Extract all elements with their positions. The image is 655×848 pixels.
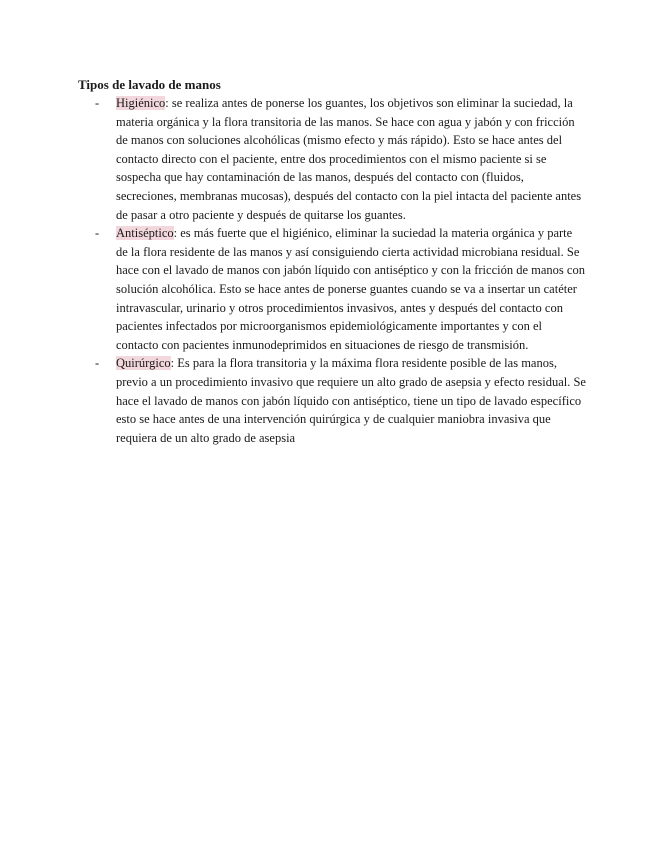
bullet-dash: - [95,356,100,371]
highlighted-term: Quirúrgico [116,356,171,371]
item-text: : Es para la flora transitoria y la máxima flora residente posible de las manos, previo a un procedimiento invasivo que requiere un alto grado de asepsia y efecto residual. Se hace el lavado de manos con jabón líquido con antiséptico, tiene un tipo de lavado específico esto se hace antes de una intervención quirúrgica y de cualquier maniobra invasiva que requiera de un alto grado de asepsia [116,356,586,445]
item-text: : es más fuerte que el higiénico, eliminar la suciedad la materia orgánica y parte de la flora residente de las manos y así consiguiendo cierta actividad microbiana residual. Se hace con el lavado de manos con jabón líquido con antiséptico y con la fricción de manos con solución alcohólica. Esto se hace antes de ponerse guantes cuando se va a insertar un catéter intravascular, urinario y otros procedimientos invasivos, antes y después del contacto con pacientes infectados por microorganismos epidemiológicamente importantes y con el contacto con pacientes inmunodeprimidos en situaciones de riesgo de transmisión. [116,226,585,352]
highlighted-term: Higiénico [116,96,166,110]
item-paragraph [116,354,586,447]
list-item-higienico [95,94,586,224]
document-title: Tipos de lavado de manos [78,77,221,92]
highlighted-term: Antiséptico [116,226,174,241]
item-text: : se realiza antes de ponerse los guantes, los objetivos son eliminar la suciedad, la materia orgánica y la flora transitoria de las manos. Se hace con agua y jabón y con fricción de manos con soluciones alcohólicas (mismo efecto y más rápido). Esto se hace antes del contacto directo con el paciente, entre dos procedimientos con el mismo paciente si se sospecha que hay contaminación de las manos, después del contacto con (fluidos, secreciones, membranas mucosas), después del contacto con la piel intacta del paciente antes de pasar a otro paciente y después de quitarse los guantes. [116,96,582,222]
list-item-antiseptico [95,224,586,354]
item-paragraph [116,224,586,354]
wash-types-list [0,94,655,447]
bullet-dash: - [95,96,100,110]
item-paragraph [116,94,586,224]
bullet-dash: - [95,226,100,241]
list-item-quirurgico [95,354,586,447]
